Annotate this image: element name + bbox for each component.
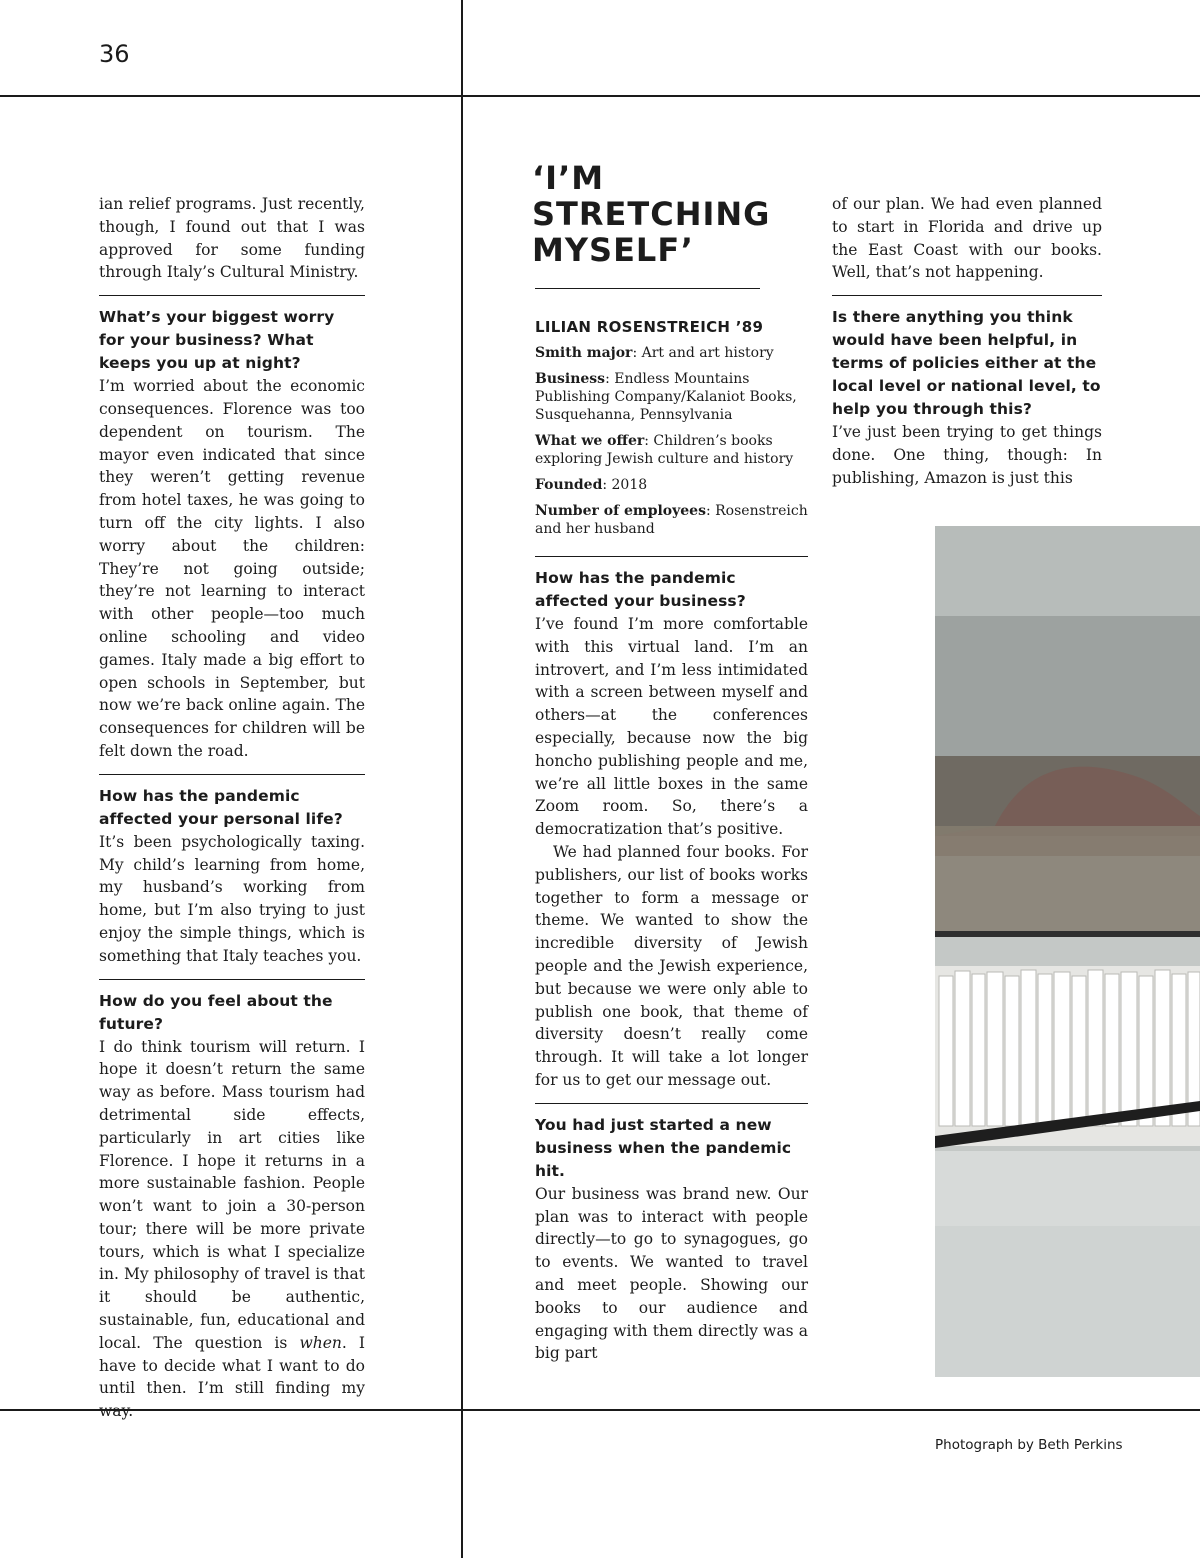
top-rule (0, 95, 1200, 97)
answer-future-emphasis: when (299, 1333, 342, 1352)
divider (99, 295, 365, 296)
photo-credit: Photograph by Beth Perkins (935, 1437, 1123, 1453)
page-number: 36 (99, 40, 130, 68)
fact-value: : Endless Mountains Publishing Company/Kalaniot Books, Susquehanna, Pennsylvania (535, 371, 797, 423)
fact-label: Business (535, 371, 606, 387)
continuation-paragraph: of our plan. We had even planned to start in Florida and drive up the East Coast with our books. Well, that’s not happening. (832, 195, 1102, 282)
divider (535, 1103, 808, 1104)
fact-value: : 2018 (602, 477, 648, 493)
fact-value: : Art and art history (632, 345, 774, 361)
fact-business (535, 370, 808, 424)
bookshelf-photo-art (935, 526, 1200, 1377)
divider (832, 295, 1102, 296)
middle-column (535, 318, 808, 1365)
answer-policies: I’ve just been trying to get things done. One thing, though: In publishing, Amazon is just this (832, 423, 1102, 487)
answer-worry: I’m worried about the economic consequences. Florence was too dependent on tourism. The mayor even indicated that since they weren’t getting revenue from hotel taxes, he was going to turn off the city lights. I also worry about the children: They’re not going outside; they’re not learning to interact with other people—too much online schooling and video games. Italy made a big effort to open schools in September, but now we’re back online again. The consequences for children will be felt down the road. (99, 377, 365, 760)
left-column (99, 193, 365, 1423)
fact-value: : Children’s books exploring Jewish culture and history (535, 433, 794, 467)
question-policies: Is there anything you think would have been helpful, in terms of policies either at the local level or national level, to help you through this? (832, 308, 1101, 419)
answer-future-start: I do think tourism will return. I hope it doesn’t return the same way as before. Mass tourism had detrimental side effects, particularly in art cities like Florence. I hope it returns in a more sustainable fashion. People won’t want to join a 30-person tour; there will be more private tours, which is what I specialize in. My philosophy of travel is that it should be authentic, sustainable, fun, educational and local. The question is (99, 1037, 365, 1352)
right-column (832, 193, 1102, 490)
fact-founded (535, 476, 808, 494)
headline-underline (535, 288, 760, 289)
bookshelf-photo (935, 526, 1200, 1377)
answer-business-impact-p1: I’ve found I’m more comfortable with this virtual land. I’m an introvert, and I’m less intimidated with a screen between myself and others—at the conferences especially, because now the big honcho publishing people and me, we’re all little boxes in the same Zoom room. So, there’s a democratization that’s positive. (535, 615, 808, 839)
answer-personal-life: It’s been psychologically taxing. My child’s learning from home, my husband’s working from home, but I’m also trying to just enjoy the simple things, which is something that Italy teaches you. (99, 832, 365, 965)
fact-smith-major (535, 344, 808, 362)
fact-label: Smith major (535, 345, 633, 361)
fact-what-we-offer (535, 432, 808, 468)
fact-label: What we offer (535, 433, 645, 449)
divider (99, 979, 365, 980)
question-business-impact: How has the pandemic affected your business? (535, 569, 746, 610)
question-worry: What’s your biggest worry for your business? What keeps you up at night? (99, 308, 335, 373)
fact-value: : Rosenstreich and her husband (535, 503, 808, 537)
divider (535, 556, 808, 557)
answer-future (99, 1036, 365, 1424)
question-new-business: You had just started a new business when the pandemic hit. (535, 1115, 792, 1180)
divider (99, 774, 365, 775)
article-headline: ‘I’M STRETCHING MYSELF’ (532, 159, 771, 269)
answer-future-end: . I have to decide what I want to do until then. I’m still finding my way. (99, 1333, 365, 1421)
question-future: How do you feel about the future? (99, 991, 333, 1033)
center-divider (461, 0, 463, 1558)
answer-business-impact-p2: We had planned four books. For publishers, our list of books works together to form a message or theme. We wanted to show the incredible diversity of Jewish people and the Jewish experience, but because we were only able to publish one book, that theme of diversity doesn’t really come through. It will take a lot longer for us to get our message out. (535, 842, 808, 1089)
profile-name: LILIAN ROSENSTREICH ’89 (535, 318, 764, 336)
fact-employees (535, 502, 808, 538)
answer-new-business: Our business was brand new. Our plan was to interact with people directly—to go to synagogues, go to events. We wanted to travel and meet people. Showing our books to our audience and engaging with them directly was a big part (535, 1184, 808, 1363)
fact-label: Number of employees (535, 503, 706, 519)
intro-paragraph: ian relief programs. Just recently, though, I found out that I was approved for some funding through Italy’s Cultural Ministry. (99, 195, 365, 282)
question-personal-life: How has the pandemic affected your personal life? (99, 786, 343, 828)
fact-label: Founded (535, 477, 603, 493)
